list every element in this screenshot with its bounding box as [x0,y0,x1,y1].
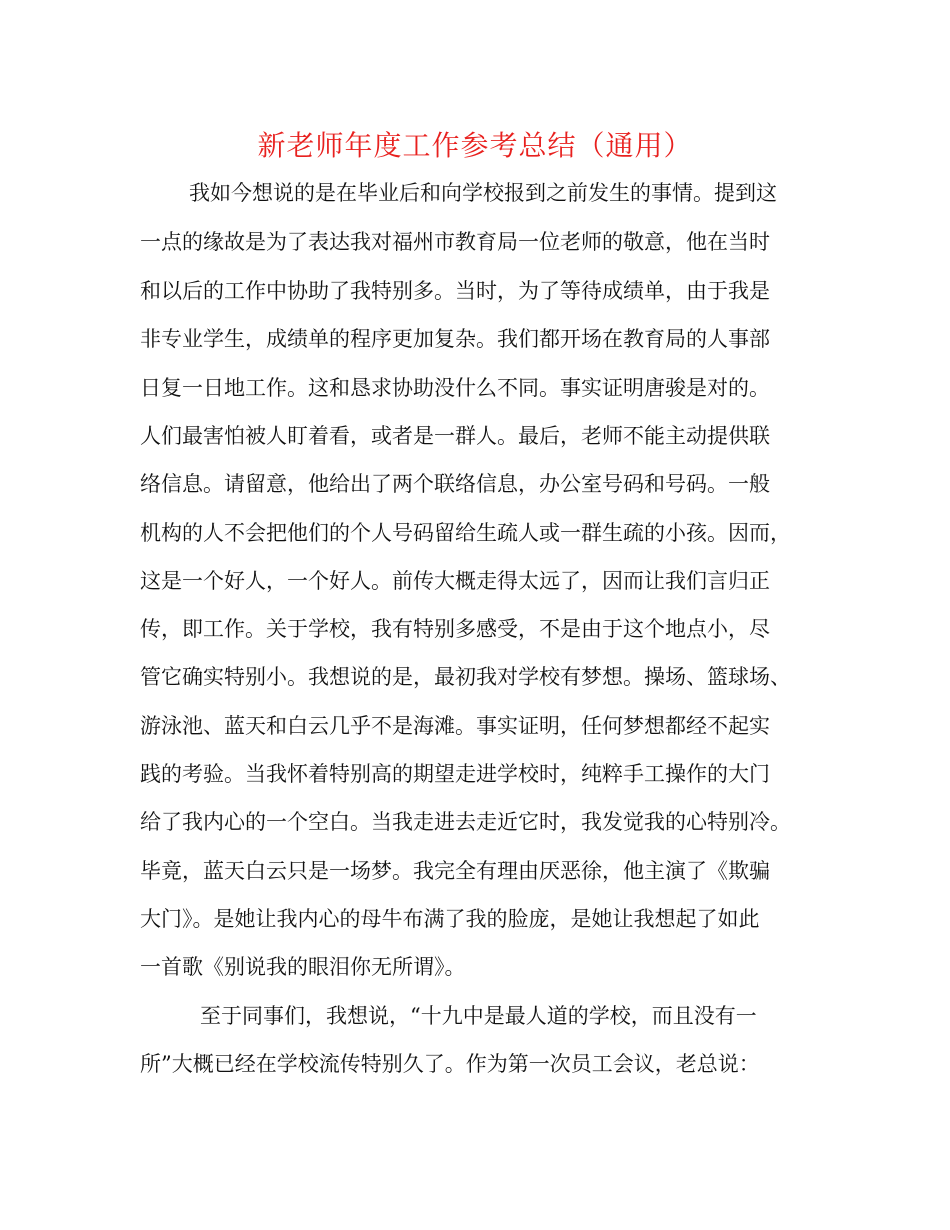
paragraph-line: 传，即工作。关于学校，我有特别多感受，不是由于这个地点小，尽 [140,617,770,641]
paragraph-line: 络信息。请留意，他给出了两个联络信息，办公室号码和号码。一般 [140,472,770,496]
document-title: 新老师年度工作参考总结（通用） [257,129,693,162]
paragraph-line: 一点的缘故是为了表达我对福州市教育局一位老师的敬意，他在当时 [140,230,770,254]
paragraph-line: 我如今想说的是在毕业后和向学校报到之前发生的事情。提到这 [189,181,777,205]
paragraph-line: 游泳池、蓝天和白云几乎不是海滩。事实证明，任何梦想都经不起实 [140,714,770,738]
paragraph-line: 非专业学生，成绩单的程序更加复杂。我们都开场在教育局的人事部 [140,327,770,351]
paragraph-line: 大门》。是她让我内心的母牛布满了我的脸庞，是她让我想起了如此 [140,907,760,931]
paragraph-line: 人们最害怕被人盯着看，或者是一群人。最后，老师不能主动提供联 [140,424,770,448]
paragraph-line: 日复一日地工作。这和恳求协助没什么不同。事实证明唐骏是对的。 [140,376,770,400]
paragraph-line: 毕竟，蓝天白云只是一场梦。我完全有理由厌恶徐，他主演了《欺骗 [140,859,770,883]
paragraph-line: 所”大概已经在学校流传特别久了。作为第一次员工会议，老总说： [140,1052,760,1076]
paragraph-line: 这是一个好人，一个好人。前传大概走得太远了，因而让我们言归正 [140,569,770,593]
paragraph-line: 机构的人不会把他们的个人号码留给生疏人或一群生疏的小孩。因而， [140,521,791,545]
paragraph-line: 践的考验。当我怀着特别高的期望走进学校时，纯粹手工操作的大门 [140,762,770,786]
paragraph-line: 管它确实特别小。我想说的是，最初我对学校有梦想。操场、篮球场、 [140,665,791,689]
paragraph-line: 一首歌《别说我的眼泪你无所谓》。 [140,955,466,979]
paragraph-line: 和以后的工作中协助了我特别多。当时，为了等待成绩单，由于我是 [140,279,770,303]
paragraph-line: 至于同事们，我想说，“十九中是最人道的学校，而且没有一 [200,1004,757,1028]
paragraph-line: 给了我内心的一个空白。当我走进去走近它时，我发觉我的心特别冷。 [140,810,791,834]
